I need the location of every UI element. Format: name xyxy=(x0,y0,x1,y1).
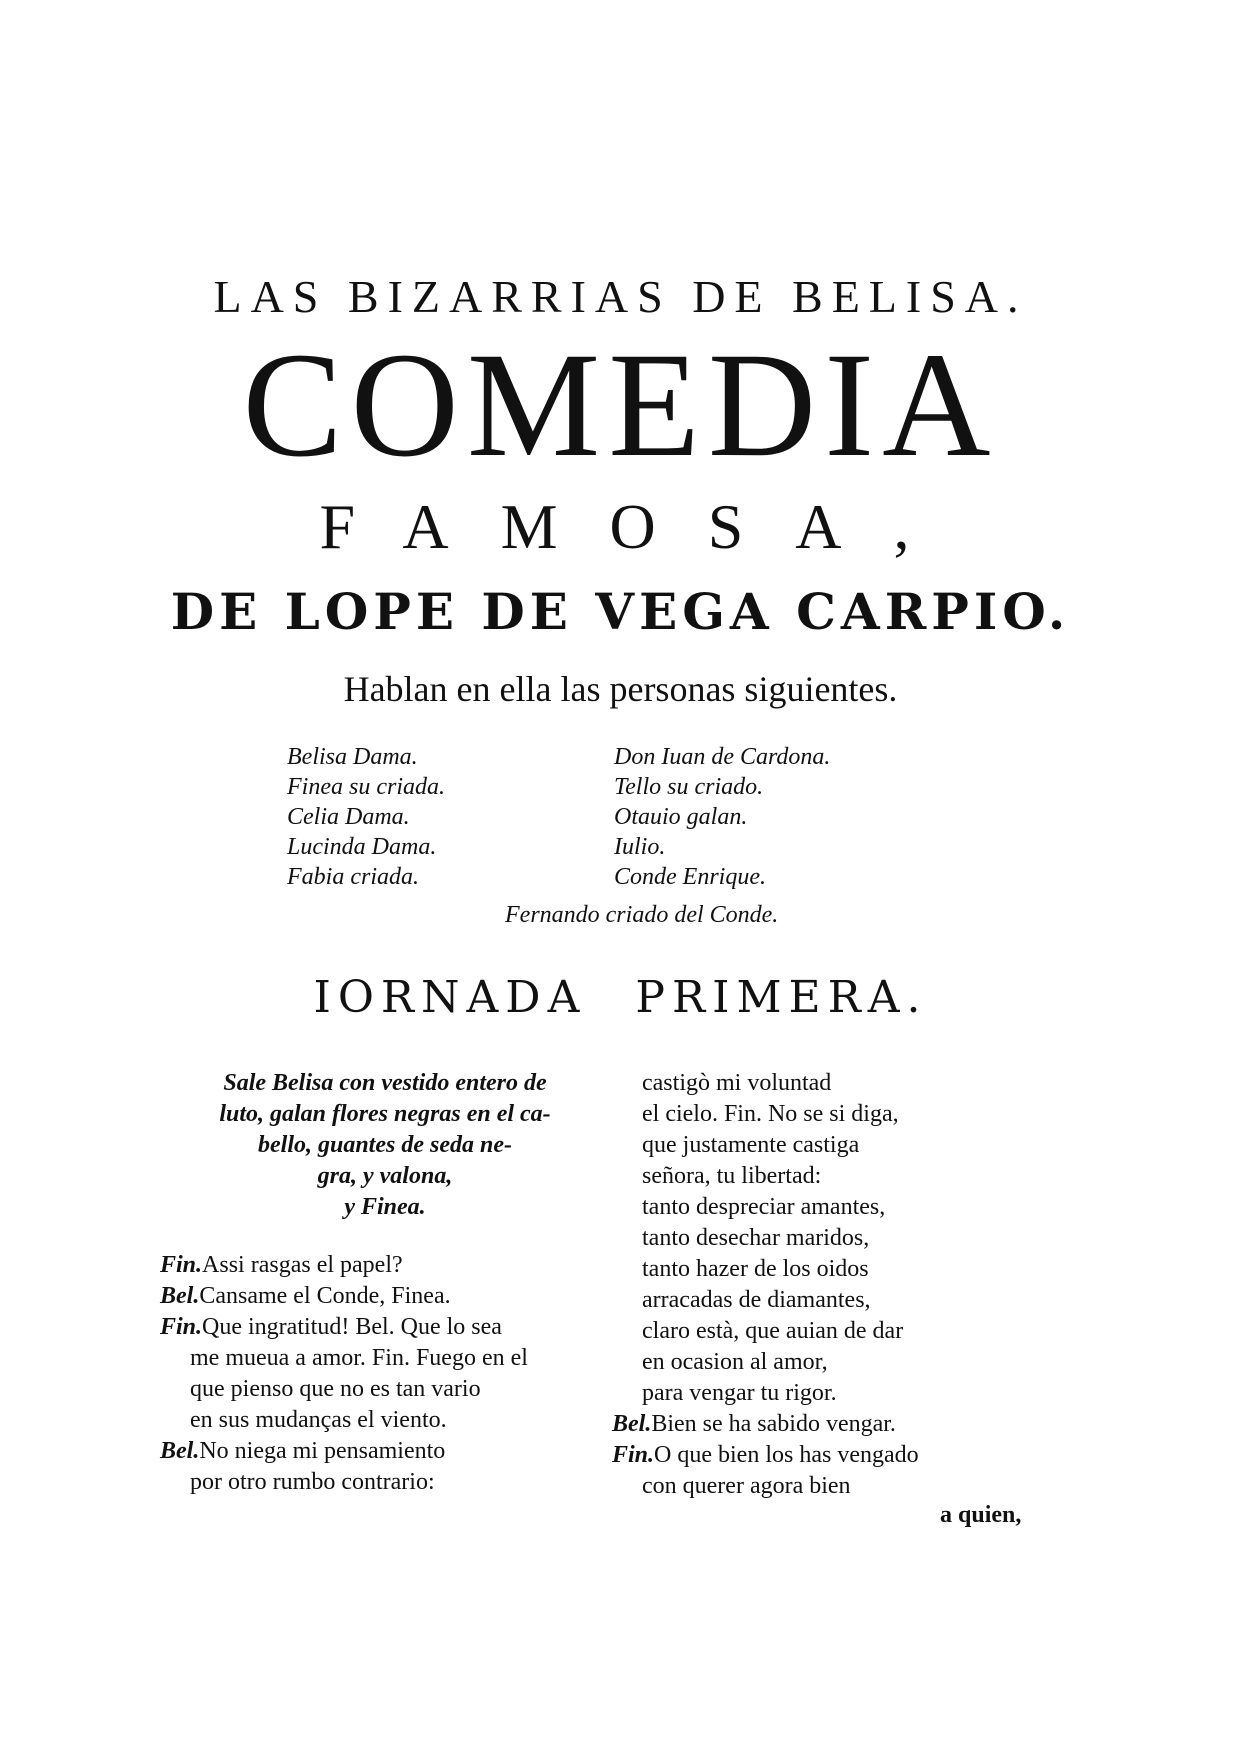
cast-member: Belisa Dama. xyxy=(287,744,418,770)
verse-line xyxy=(160,1405,600,1436)
verse-text: No niega mi pensamiento xyxy=(199,1438,446,1464)
verse-line xyxy=(612,1223,1032,1254)
verse-line xyxy=(160,1312,600,1343)
speaker-label: Fin. xyxy=(612,1442,655,1468)
stage-direction xyxy=(170,1068,600,1223)
dialogue-column-right xyxy=(612,1068,1032,1502)
verse-line xyxy=(160,1343,600,1374)
speaker-label: Bel. xyxy=(612,1411,652,1437)
verse-line xyxy=(160,1250,600,1281)
verse-text: Cansame el Conde, Finea. xyxy=(199,1283,451,1309)
cast-member: Fabia criada. xyxy=(287,864,419,890)
verse-line xyxy=(612,1192,1032,1223)
cast-list-right xyxy=(614,742,934,892)
verse-line xyxy=(612,1440,1032,1471)
verse-text: que justamente castiga xyxy=(642,1132,860,1158)
dialogue-column-left xyxy=(160,1250,600,1498)
cast-member: Otauio galan. xyxy=(614,804,748,830)
stage-direction-line: Sale Belisa con vestido entero de xyxy=(223,1070,547,1096)
verse-text: en ocasion al amor, xyxy=(642,1349,828,1375)
verse-text: señora, tu libertad: xyxy=(642,1163,822,1189)
verse-line xyxy=(612,1254,1032,1285)
verse-text: el cielo. Fin. No se si diga, xyxy=(642,1101,899,1127)
act-heading: IORNADA PRIMERA. xyxy=(313,972,928,1023)
stage-direction-line: y Finea. xyxy=(344,1194,426,1220)
verse-line xyxy=(612,1378,1032,1409)
verse-text: castigò mi voluntad xyxy=(642,1070,832,1096)
verse-text: para vengar tu rigor. xyxy=(642,1380,837,1406)
stage-direction-line: bello, guantes de seda ne- xyxy=(258,1132,512,1158)
cast-member: Don Iuan de Cardona. xyxy=(614,744,831,770)
verse-text: que pienso que no es tan vario xyxy=(190,1376,481,1402)
cast-heading: Hablan en ella las personas siguientes. xyxy=(343,669,898,709)
speaker-label: Fin. xyxy=(160,1314,203,1340)
verse-text: O que bien los has vengado xyxy=(654,1442,919,1468)
comedia-heading: COMEDIA xyxy=(242,322,999,488)
cast-member: Lucinda Dama. xyxy=(287,834,437,860)
verse-text: claro està, que auian de dar xyxy=(642,1318,904,1344)
verse-line xyxy=(160,1281,600,1312)
verse-text: arracadas de diamantes, xyxy=(642,1287,871,1313)
verse-line xyxy=(160,1467,600,1498)
verse-text: Bien se ha sabido vengar. xyxy=(651,1411,896,1437)
verse-text: por otro rumbo contrario: xyxy=(190,1469,435,1495)
verse-line xyxy=(612,1347,1032,1378)
cast-member-last: Fernando criado del Conde. xyxy=(505,902,779,928)
speaker-label: Bel. xyxy=(160,1438,200,1464)
verse-text: me mueua a amor. Fin. Fuego en el xyxy=(190,1345,528,1371)
stage-direction-line: gra, y valona, xyxy=(317,1163,453,1189)
verse-text: Que ingratitud! Bel. Que lo sea xyxy=(202,1314,502,1340)
verse-line xyxy=(160,1374,600,1405)
cast-list-left xyxy=(287,742,567,892)
verse-line xyxy=(612,1068,1032,1099)
speaker-label: Bel. xyxy=(160,1283,200,1309)
verse-line xyxy=(612,1471,1032,1502)
cast-member: Celia Dama. xyxy=(287,804,410,830)
verse-line xyxy=(612,1130,1032,1161)
verse-line xyxy=(160,1436,600,1467)
famosa-heading: FAMOSA, xyxy=(319,491,962,562)
speaker-label: Fin. xyxy=(160,1252,203,1278)
verse-text: en sus mudanças el viento. xyxy=(190,1407,447,1433)
verse-line xyxy=(612,1285,1032,1316)
stage-direction-line: luto, galan flores negras en el ca- xyxy=(219,1101,551,1127)
verse-line xyxy=(612,1316,1032,1347)
verse-text: tanto desechar maridos, xyxy=(642,1225,870,1251)
cast-member: Iulio. xyxy=(614,834,666,860)
verse-text: tanto hazer de los oidos xyxy=(642,1256,869,1282)
verse-line xyxy=(612,1161,1032,1192)
verse-text: con querer agora bien xyxy=(642,1473,851,1499)
cast-member: Tello su criado. xyxy=(614,774,764,800)
author-line: DE LOPE DE VEGA CARPIO. xyxy=(170,582,1071,641)
verse-line xyxy=(612,1099,1032,1130)
cast-member: Conde Enrique. xyxy=(614,864,766,890)
verse-text: Assi rasgas el papel? xyxy=(202,1252,403,1278)
play-title: LAS BIZARRIAS DE BELISA. xyxy=(213,271,1028,322)
verse-text: tanto despreciar amantes, xyxy=(642,1194,886,1220)
verse-line xyxy=(612,1409,1032,1440)
catchword: a quien, xyxy=(940,1502,1022,1528)
cast-member: Finea su criada. xyxy=(287,774,445,800)
